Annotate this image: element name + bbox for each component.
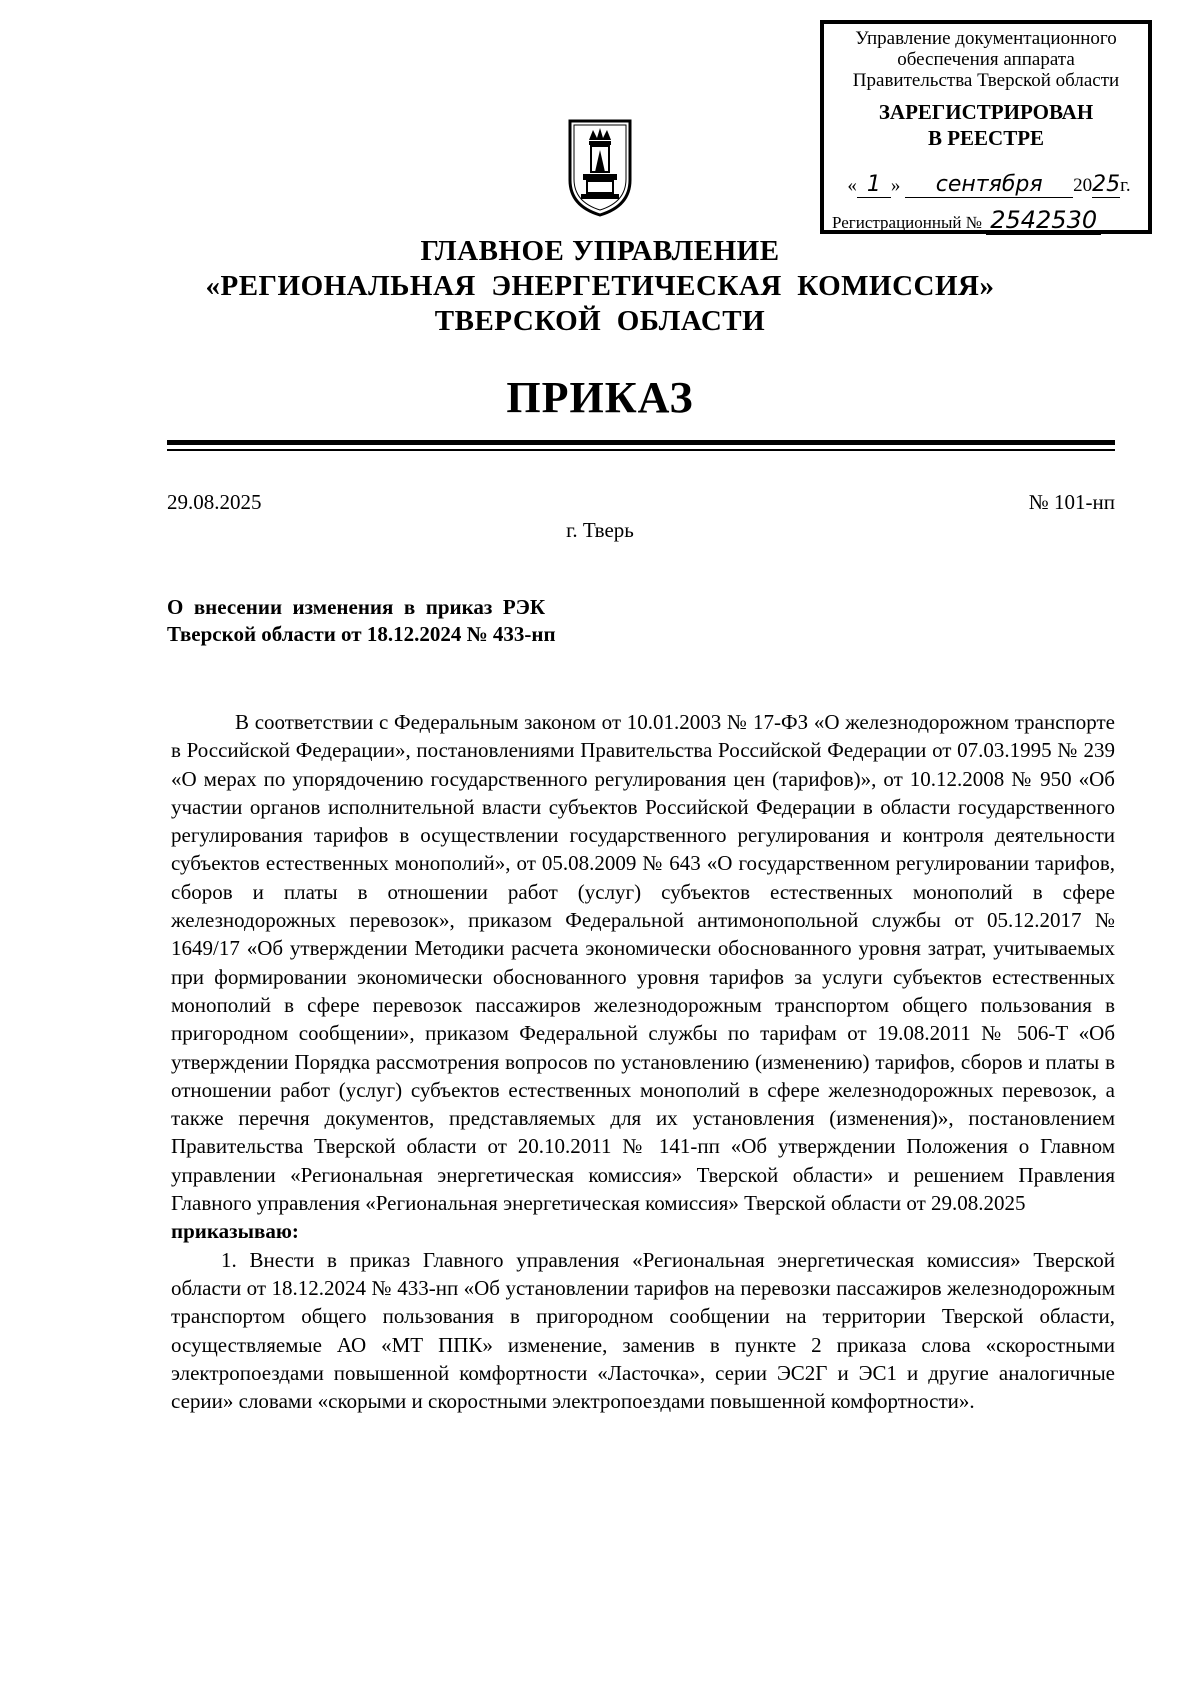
subject-line2: Тверской области от 18.12.2024 № 433-нп [167,622,556,646]
stamp-date-year-prefix: 20 [1073,175,1093,196]
document-body [171,708,1115,1415]
document-type-title: ПРИКАЗ [506,373,694,422]
item-1-paragraph: 1. Внести в приказ Главного управления «Региональная энергетическая комиссия» Тверской области от 18.12.2024 № 433-нп «Об установлении тарифов на перевозки пассажиров железнодорожным транспортом общего пользования в пригородном сообщении на территории Тверской области, осуществляемые АО «МТ ППК» изменение, заменив в пункте 2 приказа слова «скоростными электропоездами повышенной комфортности «Ласточка», серии ЭС2Г и ЭС1 и другие аналогичные серии» словами «скорыми и скоростными электропоездами повышенной комфортности». [171,1247,1115,1414]
stamp-registered-line1: ЗАРЕГИСТРИРОВАН [878,100,1094,124]
stamp-registered-line2: В РЕЕСТРЕ [927,126,1045,150]
stamp-date-month: сентября [905,172,1073,198]
decree-word: приказываю: [171,1219,299,1244]
document-city: г. Тверь [566,518,634,542]
header-divider-thin [167,449,1115,451]
header-line1: ГЛАВНОЕ УПРАВЛЕНИЕ [420,235,780,267]
stamp-date-day: 1 [857,172,891,198]
registration-stamp [820,20,1152,234]
stamp-reg-label: Регистрационный № [832,213,982,232]
stamp-reg-number: 2542530 [986,206,1101,235]
stamp-org-line1: Управление документационного [855,28,1117,49]
stamp-date-year-suffix: 25 [1092,172,1121,197]
preamble-paragraph: В соответствии с Федеральным законом от 10.01.2003 № 17-ФЗ «О железнодорожном транспорте в Российской Федерации», постановлениями Правительства Российской Федерации от 07.03.1995 № 239 «О мерах по упорядочению государственного регулирования цен (тарифов)», от 10.12.2008 № 950 «Об участии органов исполнительной власти субъектов Российской Федерации в области государственного регулирования тарифов в осуществлении государственного регулирования и контроля деятельности субъектов естественных монополий», от 05.08.2009 № 643 «О государственном регулировании тарифов, сборов и платы в отношении работ (услуг) субъектов естественных монополий в сфере железнодорожных перевозок», приказом Федеральной антимонопольной службы от 05.12.2017 № 1649/17 «Об утверждении Методики расчета экономически обоснованного уровня затрат, учитываемых при формировании экономически обоснованного уровня тарифов за услуги субъектов естественных монополий в сфере перевозок пассажиров железнодорожным транспортом общего пользования в пригородном сообщении», приказом Федеральной службы по тарифам от 19.08.2011 № 506-Т «Об утверждении Порядка рассмотрения вопросов по установлению (изменению) тарифов, сборов и платы в отношении работ (услуг) субъектов естественных монополий в сфере железнодорожных перевозок, а также перечня документов, представляемых для их установления (изменения)», постановлением Правительства Тверской области от 20.10.2011 № 141-пп «Об утверждении Положения о Главном управлении «Региональная энергетическая комиссия» Тверской области» и решением Правления Главного управления «Региональная энергетическая комиссия» Тверской области от 29.08.2025 [171,710,1115,1216]
document-subject [167,594,687,648]
header-line3: ТВЕРСКОЙ ОБЛАСТИ [434,305,766,337]
stamp-date: « 1 » сентября 2025г. [847,172,1131,197]
document-number: № 101-нп [1028,490,1115,514]
tver-coat-of-arms-icon [567,118,633,218]
header-divider-thick [167,440,1115,445]
stamp-reg-number-row [832,206,1148,234]
subject-line1: О внесении изменения в приказ РЭК [167,595,546,619]
stamp-date-year-unit: г. [1120,175,1131,196]
document-date: 29.08.2025 [167,490,262,514]
header-line2: «РЕГИОНАЛЬНАЯ ЭНЕРГЕТИЧЕСКАЯ КОМИССИЯ» [205,270,995,302]
stamp-org-line2: обеспечения аппарата [897,49,1075,70]
stamp-org-line3: Правительства Тверской области [852,70,1120,91]
